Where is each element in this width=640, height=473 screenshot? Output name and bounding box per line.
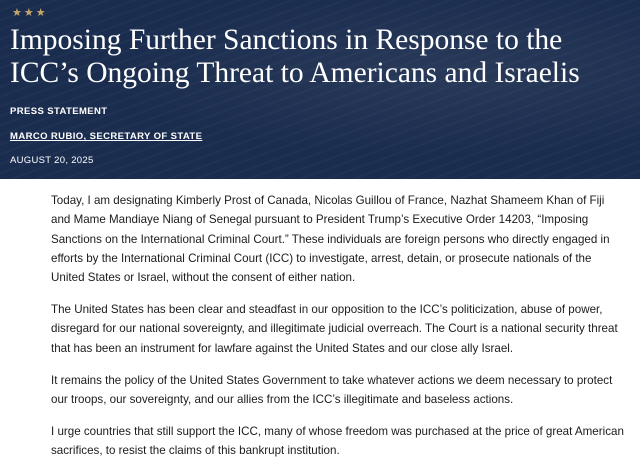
paragraph-1: Today, I am designating Kimberly Prost of Canada, Nicolas Guillou of France, Nazhat Shameem Khan of Fiji and Mame Mandiaye Niang of Senegal pursuant to President Trump’s Executive Order 14203, “Imposing Sanctions on the International Criminal Court.” These individuals are foreign persons who directly engaged in efforts by the International Criminal Court (ICC) to investigate, arrest, detain, or prosecute nationals of the United States or Israel, without the consent of either nation.	[51, 194, 610, 285]
statement-type: PRESS STATEMENT	[10, 106, 108, 117]
page-title: Imposing Further Sanctions in Response to the ICC’s Ongoing Threat to Americans and Israelis	[10, 24, 580, 89]
stars-decoration: ★★★	[12, 7, 48, 19]
author-link[interactable]: MARCO RUBIO, SECRETARY OF STATE	[10, 131, 203, 142]
paragraph-2: The United States has been clear and steadfast in our opposition to the ICC’s politicization, abuse of power, disregard for our national sovereignty, and illegitimate judicial overreach. The Court is a national security threat that has been an instrument for lawfare against the United States and our close ally Israel.	[51, 303, 618, 355]
paragraph-3: It remains the policy of the United States Government to take whatever actions we deem necessary to protect our troops, our sovereignty, and our allies from the ICC’s illegitimate and baseless actions.	[51, 373, 613, 406]
paragraph-4: I urge countries that still support the ICC, many of whose freedom was purchased at the price of great American sacrifices, to resist the claims of this bankrupt institution.	[51, 424, 624, 458]
statement-body	[51, 191, 626, 473]
page-header	[0, 0, 640, 179]
publish-date: AUGUST 20, 2025	[10, 155, 94, 166]
